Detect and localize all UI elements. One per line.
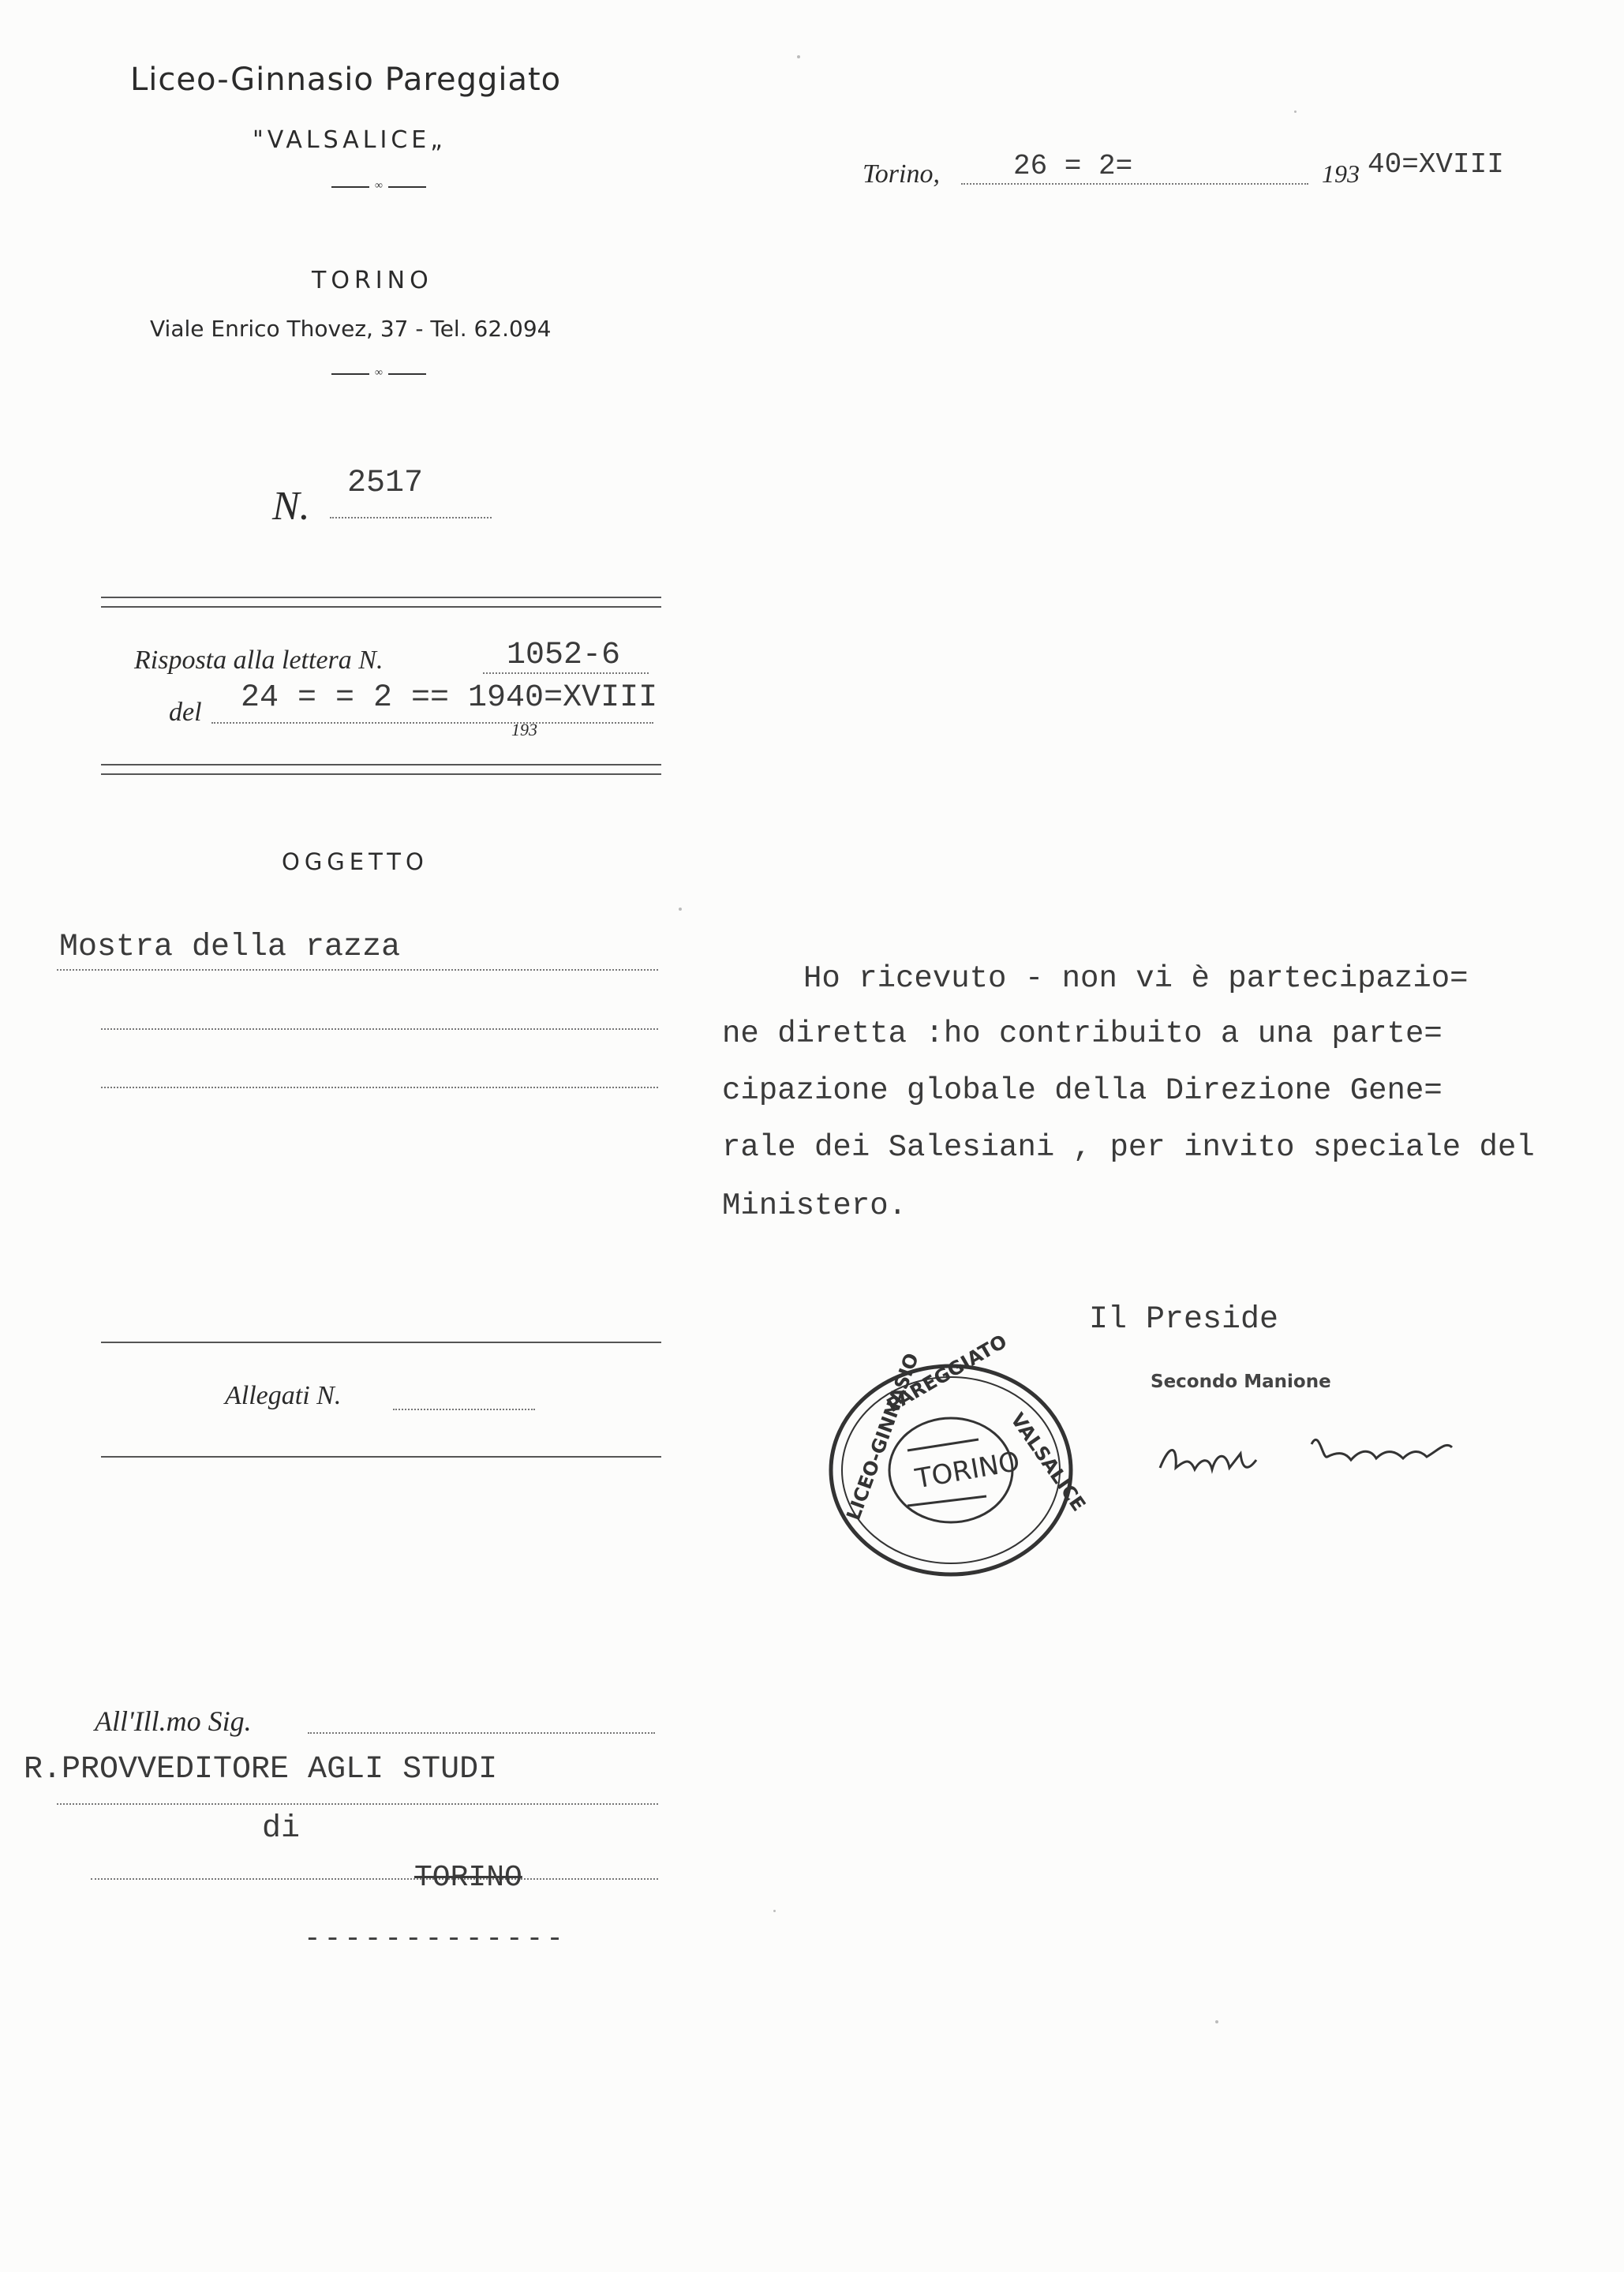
addressee-underline: ------------- [304,1922,567,1955]
school-quoted-name: "VALSALICE„ [253,126,447,154]
reply-date-dotted [211,722,653,724]
scan-speck [1215,2020,1218,2023]
rule-1a [101,597,661,598]
addressee-dotted-2 [57,1803,658,1805]
rule-2b [101,773,661,775]
body-line-1: Ho ricevuto - non vi è partecipazio= [803,961,1469,996]
reply-label [134,646,383,676]
reply-letter-date: 24 = = 2 == 1940=XVIII [241,680,658,716]
svg-text:LICEO-GINNASIO: LICEO-GINNASIO [842,1349,923,1524]
signature-title: Il Preside [1089,1302,1279,1338]
reply-year-hint: 193 [511,720,537,739]
ornament-2: ∞ [331,366,426,382]
rule-4 [101,1456,661,1458]
date-dotted-line [961,183,1308,185]
svg-text:TORINO: TORINO [913,1445,1023,1495]
subject-line-3 [101,1087,658,1088]
handwritten-signature [1154,1413,1493,1499]
protocol-value: 2517 [347,466,424,501]
letterhead-address: Viale Enrico Thovez, 37 - Tel. 62.094 [150,316,552,342]
scan-speck [1294,110,1297,113]
body-line-4: rale dei Salesiani , per invito speciale del [722,1130,1535,1165]
year-prefix: 193 [1322,159,1360,188]
scan-speck [773,1910,776,1912]
body-line-5: Ministero. [722,1188,907,1223]
body-line-2: ne diretta :ho contribuito a una parte= [722,1016,1443,1051]
svg-text:VALSALICE: VALSALICE [1006,1409,1091,1516]
letterhead-city: TORINO [312,267,433,294]
date-place-label: Torino, [863,159,940,189]
year-value: 40=XVIII [1368,148,1504,181]
addressee-dotted-3 [91,1878,658,1880]
reply-del-label: del [169,698,202,727]
body-line-3: cipazione globale della Direzione Gene= [722,1073,1443,1108]
subject-text: Mostra della razza [59,930,401,965]
protocol-dotted-line [330,517,492,518]
reply-n-label: N. [358,646,384,675]
addressee-line-1: R.PROVVEDITORE AGLI STUDI [24,1752,498,1787]
scan-speck [679,908,682,911]
addressee-salutation: All'Ill.mo Sig. [95,1705,252,1737]
attachments-dotted [393,1409,535,1410]
scan-speck [797,55,800,58]
subject-line-1 [57,969,658,971]
subject-heading: OGGETTO [282,848,428,875]
addressee-line-3: TORINO [414,1861,522,1895]
addressee-line-2: di [262,1811,301,1847]
school-name: Liceo-Ginnasio Pareggiato [130,62,562,98]
rule-3 [101,1342,661,1343]
addressee-dotted-1 [308,1732,655,1734]
reply-to-letter-label: Risposta alla lettera [134,646,352,675]
protocol-label: N. [272,484,310,529]
rule-2a [101,764,661,765]
school-seal [821,1330,1091,1585]
ornament-1: ∞ [331,179,426,195]
date-value: 26 = 2= [1013,150,1133,182]
reply-letter-number: 1052-6 [507,638,621,673]
attachments-label: Allegati N. [225,1381,342,1410]
subject-line-2 [101,1028,658,1030]
svg-text:PAREGGIATO: PAREGGIATO [883,1330,1011,1417]
signature-name-stamp: Secondo Manione [1151,1372,1331,1392]
rule-1b [101,606,661,608]
